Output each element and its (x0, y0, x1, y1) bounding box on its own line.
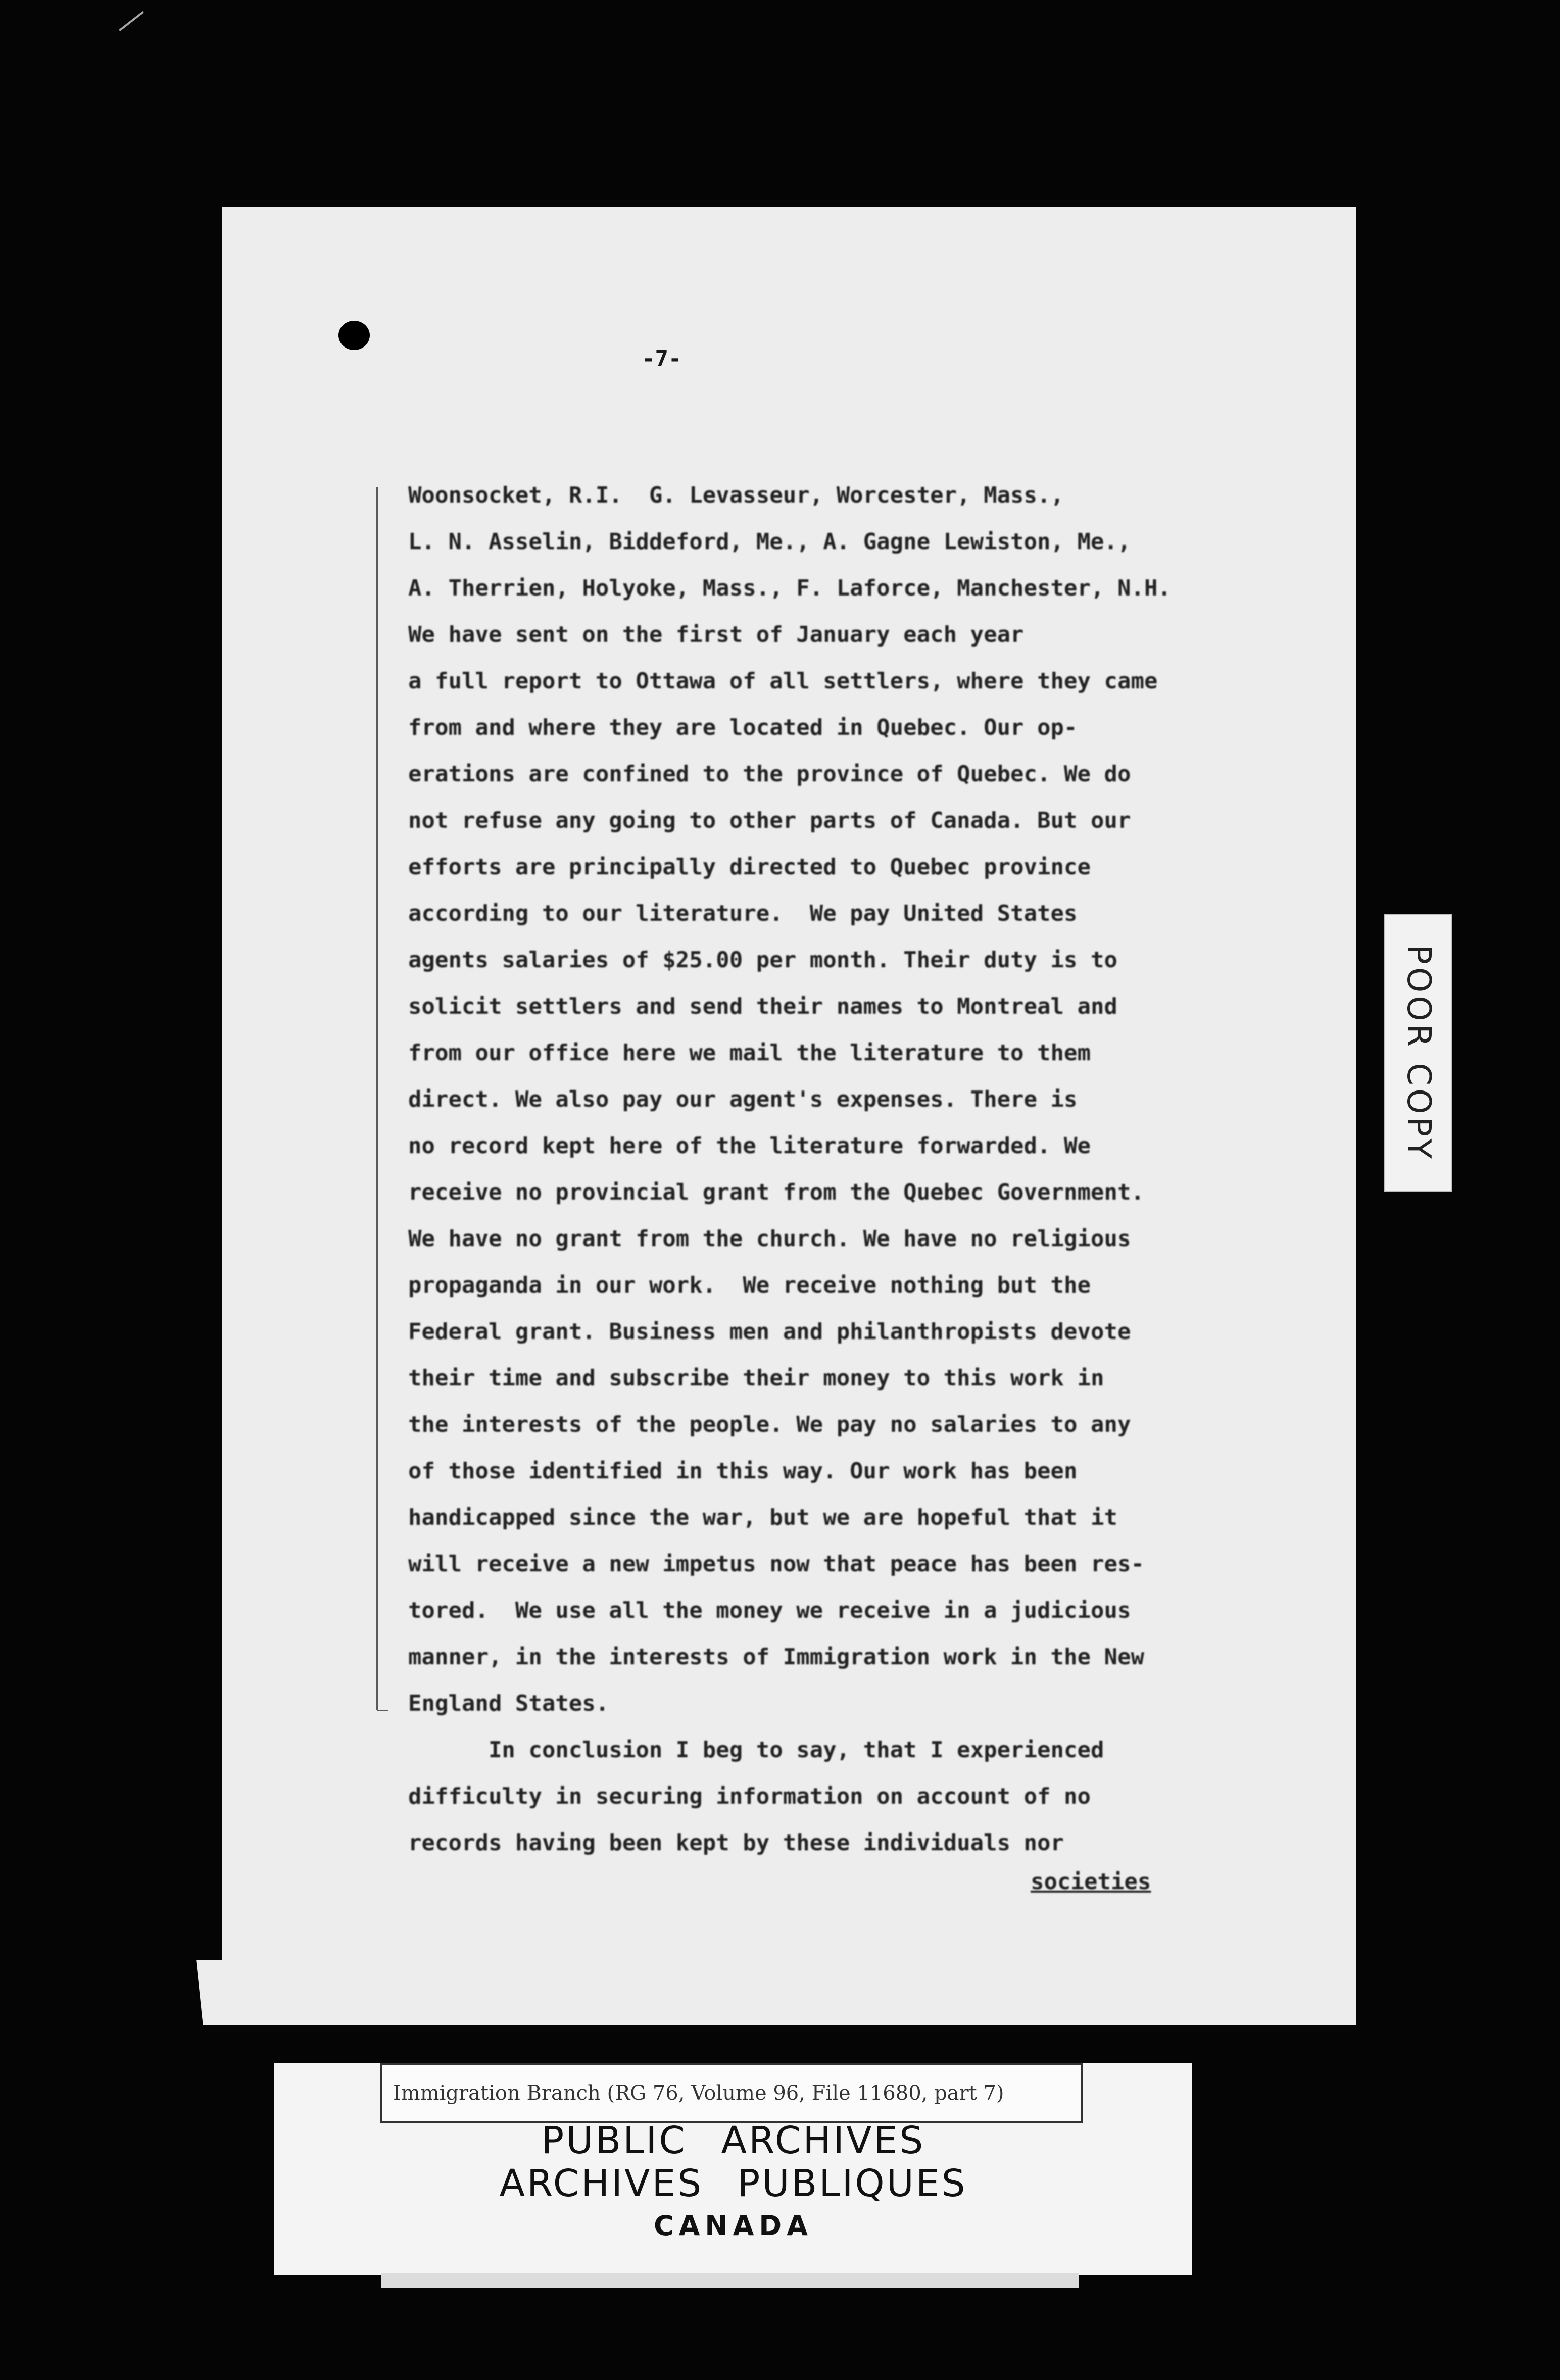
text-line: L. N. Asselin, Biddeford, Me., A. Gagne Lewiston, Me., (408, 529, 1131, 555)
text-line: We have no grant from the church. We have no religious (408, 1226, 1131, 1252)
margin-bracket-end (377, 1710, 388, 1711)
text-line: no record kept here of the literature forwarded. We (408, 1133, 1091, 1159)
archives-name-french: ARCHIVES PUBLIQUES (499, 2162, 967, 2205)
text-line: solicit settlers and send their names to Montreal and (408, 994, 1117, 1019)
archives-country: CANADA (653, 2210, 813, 2242)
archives-target-card (274, 2063, 1192, 2275)
text-line: the interests of the people. We pay no salaries to any (408, 1412, 1131, 1437)
text-line: from and where they are located in Quebec. Our op- (408, 715, 1078, 740)
film-scratch-mark (119, 11, 144, 31)
text-line: of those identified in this way. Our work has been (408, 1458, 1078, 1484)
catchword: societies (1031, 1869, 1151, 1895)
typed-body-text (408, 472, 1237, 1866)
text-line: We have sent on the first of January each year (408, 622, 1024, 648)
text-line: tored. We use all the money we receive in a judicious (408, 1598, 1131, 1623)
text-line: their time and subscribe their money to this work in (408, 1365, 1104, 1391)
text-line: handicapped since the war, but we are hopeful that it (408, 1505, 1117, 1530)
text-line: a full report to Ottawa of all settlers, where they came (408, 668, 1158, 694)
text-line: will receive a new impetus now that peace has been res- (408, 1551, 1144, 1577)
text-line: propaganda in our work. We receive nothing but the (408, 1272, 1091, 1298)
poor-copy-label (1384, 914, 1452, 1192)
text-line: not refuse any going to other parts of Canada. But our (408, 808, 1131, 833)
text-line: difficulty in securing information on account of no (408, 1783, 1091, 1809)
text-line: manner, in the interests of Immigration work in the New (408, 1644, 1144, 1670)
text-line: according to our literature. We pay United States (408, 901, 1078, 926)
archival-reference: Immigration Branch (RG 76, Volume 96, File 11680, part 7) (380, 2063, 1083, 2123)
text-line: erations are confined to the province of Quebec. We do (408, 761, 1131, 787)
page-number: -7- (642, 346, 682, 372)
document-page (222, 207, 1356, 2025)
text-line: A. Therrien, Holyoke, Mass., F. Laforce, Manchester, N.H. (408, 575, 1171, 601)
text-line: In conclusion I beg to say, that I experienced (408, 1737, 1104, 1763)
text-line: direct. We also pay our agent's expenses. There is (408, 1086, 1078, 1112)
poor-copy-text: POOR COPY (1399, 945, 1437, 1162)
text-line: Federal grant. Business men and philanthropists devote (408, 1319, 1131, 1345)
archives-name-english: PUBLIC ARCHIVES (541, 2119, 925, 2162)
text-line: from our office here we mail the literature to them (408, 1040, 1091, 1066)
punch-hole (338, 321, 370, 350)
text-line: records having been kept by these individuals nor (408, 1830, 1064, 1856)
text-line: receive no provincial grant from the Quebec Government. (408, 1179, 1144, 1205)
text-line: agents salaries of $25.00 per month. Their duty is to (408, 947, 1117, 973)
text-line: Woonsocket, R.I. G. Levasseur, Worcester, Mass., (408, 482, 1064, 508)
archive-card-strip (381, 2273, 1079, 2288)
text-line: England States. (408, 1691, 609, 1716)
margin-bracket-line (376, 487, 378, 1710)
text-line: efforts are principally directed to Quebec province (408, 854, 1091, 880)
